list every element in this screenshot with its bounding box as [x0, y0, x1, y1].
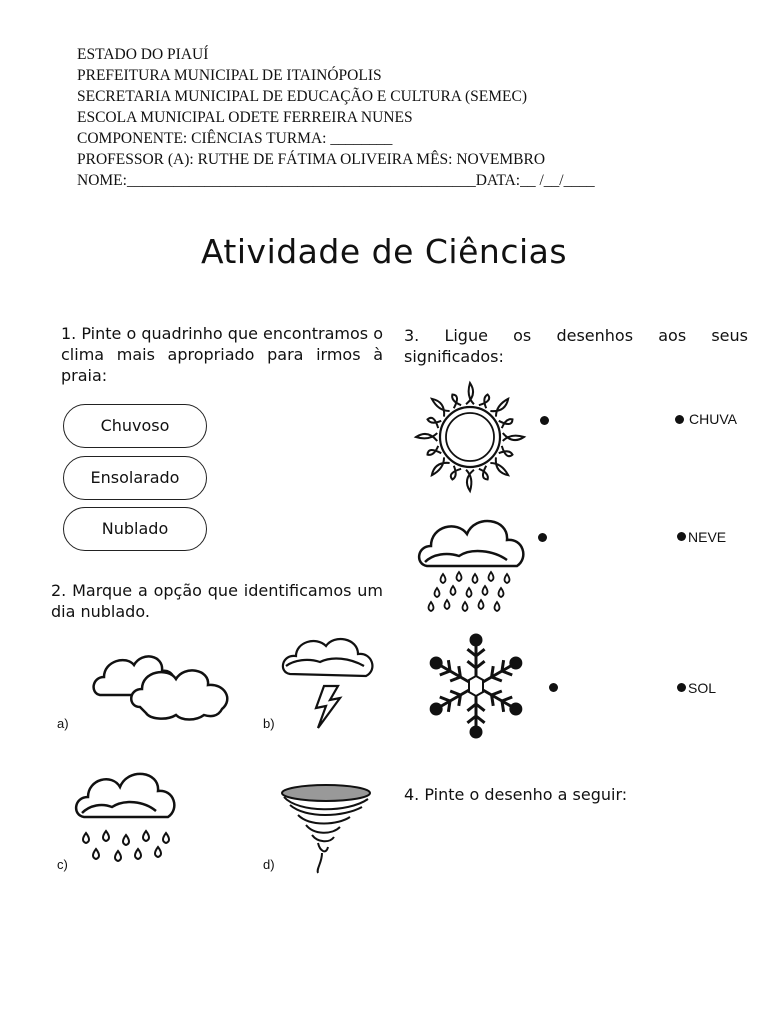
question-4-prompt: 4. Pinte o desenho a seguir:: [404, 785, 628, 804]
header-line: PREFEITURA MUNICIPAL DE ITAINÓPOLIS: [77, 67, 382, 84]
word-sol: SOL: [688, 680, 717, 696]
connector-dot[interactable]: [675, 415, 684, 424]
option-b-label: b): [263, 716, 275, 731]
clouds-icon[interactable]: [90, 645, 240, 720]
option-d-label: d): [263, 857, 275, 872]
option-ensolarado-box[interactable]: Ensolarado: [63, 456, 207, 500]
word-neve: NEVE: [688, 529, 727, 545]
connector-dot[interactable]: [549, 683, 558, 692]
option-nublado-box[interactable]: Nublado: [63, 507, 207, 551]
snowflake-icon[interactable]: [422, 630, 530, 742]
question-3-prompt: 3. Ligue os desenhos aos seus significados:: [404, 326, 748, 366]
connector-dot[interactable]: [677, 532, 686, 541]
school-header: [77, 44, 595, 191]
header-line: ESCOLA MUNICIPAL ODETE FERREIRA NUNES: [77, 109, 413, 126]
header-line: COMPONENTE: CIÊNCIAS TURMA: ________: [77, 130, 393, 147]
option-chuvoso-box[interactable]: Chuvoso: [63, 404, 207, 448]
word-chuva: CHUVA: [689, 411, 737, 427]
option-c-label: c): [57, 857, 68, 872]
tornado-icon[interactable]: [278, 783, 374, 875]
header-line: NOME:_____________________________________________DATA:__ /__/____: [77, 172, 595, 189]
option-a-label: a): [57, 716, 69, 731]
storm-cloud-icon[interactable]: [280, 634, 380, 729]
question-2-prompt: 2. Marque a opção que identificamos um dia nublado.: [51, 581, 383, 621]
header-line: ESTADO DO PIAUÍ: [77, 46, 209, 63]
rain-cloud-icon[interactable]: [72, 765, 182, 870]
header-line: PROFESSOR (A): RUTHE DE FÁTIMA OLIVEIRA MÊS: NOVEMBRO: [77, 151, 546, 168]
rain-cloud-icon[interactable]: [415, 512, 535, 617]
connector-dot[interactable]: [677, 683, 686, 692]
sun-icon[interactable]: [415, 382, 525, 492]
page-title: Atividade de Ciências: [200, 232, 568, 271]
connector-dot[interactable]: [538, 533, 547, 542]
connector-dot[interactable]: [540, 416, 549, 425]
header-line: SECRETARIA MUNICIPAL DE EDUCAÇÃO E CULTURA (SEMEC): [77, 88, 528, 105]
question-1-prompt: 1. Pinte o quadrinho que encontramos o clima mais apropriado para irmos à praia:: [61, 324, 383, 385]
